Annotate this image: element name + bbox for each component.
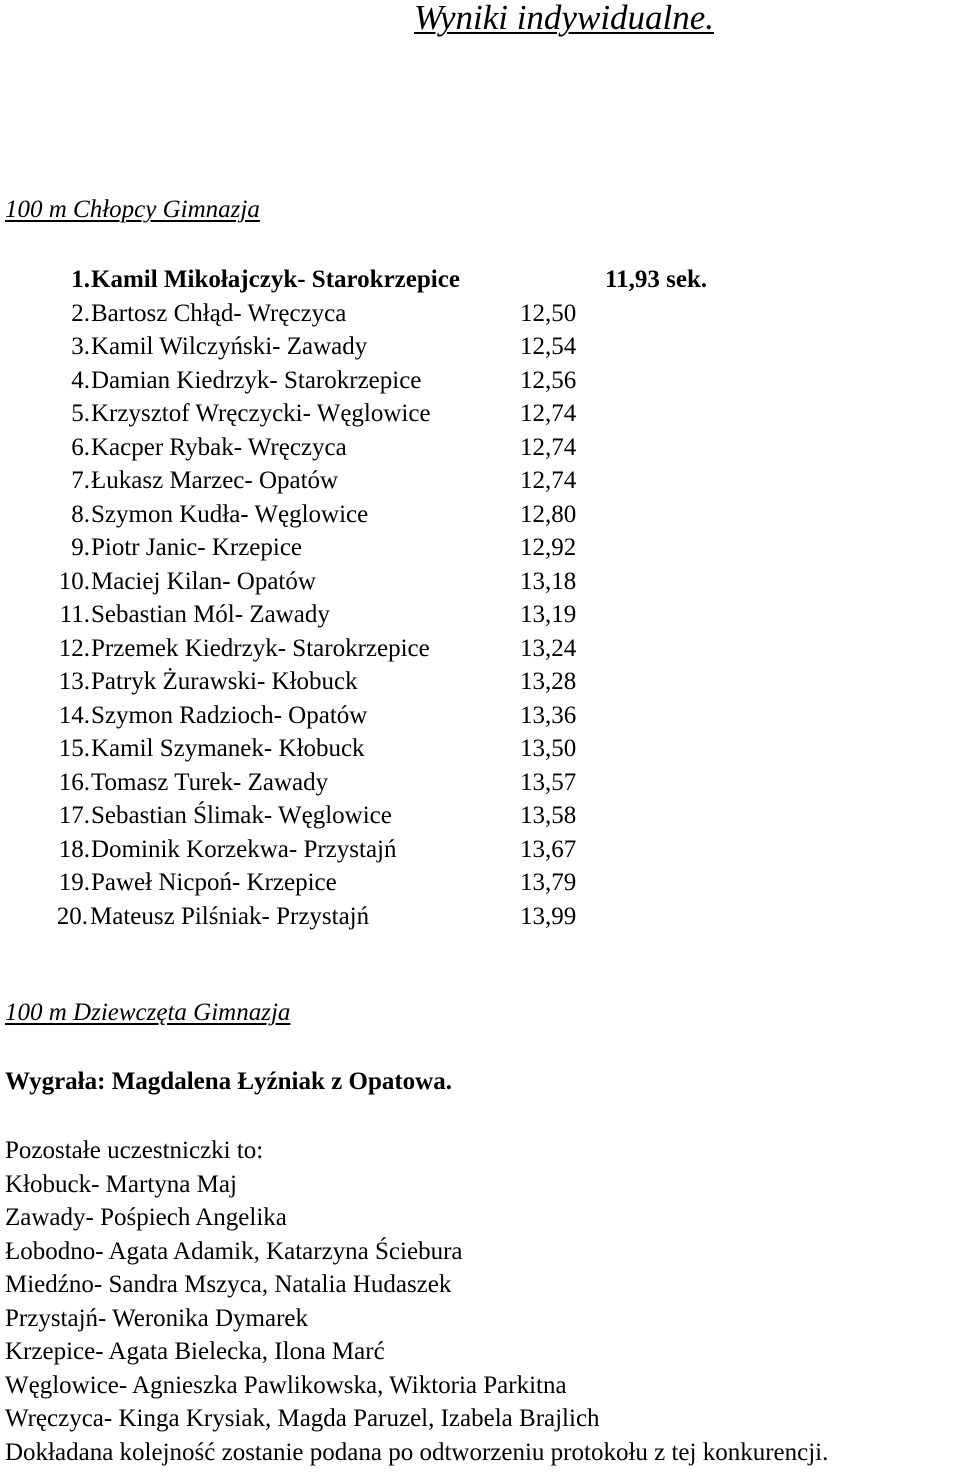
result-place: 15. xyxy=(58,735,90,762)
result-row xyxy=(0,833,800,867)
result-time: 13,58 xyxy=(520,802,577,829)
result-row xyxy=(0,330,800,364)
result-row xyxy=(0,263,800,297)
result-place: 19. xyxy=(58,869,90,896)
result-time: 13,28 xyxy=(520,668,577,695)
result-name: Szymon Kudła- Węglowice xyxy=(91,500,369,528)
result-name: Paweł Nicpoń- Krzepice xyxy=(91,869,337,896)
result-name: Kamil Mikołajczyk- Starokrzepice xyxy=(91,266,460,293)
result-time: 13,50 xyxy=(520,735,577,762)
result-row xyxy=(0,431,800,465)
participant-line: Krzepice- Agata Bielecka, Ilona Marć xyxy=(5,1338,385,1365)
result-time: 13,99 xyxy=(520,902,577,930)
result-name: Maciej Kilan- Opatów xyxy=(91,567,316,595)
result-row xyxy=(0,699,800,733)
result-row xyxy=(0,565,800,599)
boys-section-heading: 100 m Chłopcy Gimnazja xyxy=(5,196,260,223)
boys-results-list xyxy=(0,263,800,933)
result-time: 13,19 xyxy=(520,601,577,628)
result-row xyxy=(0,799,800,833)
result-row xyxy=(0,464,800,498)
page-title: Wyniki indywidualne. xyxy=(414,0,715,37)
result-place: 8. xyxy=(71,500,90,528)
result-place: 9. xyxy=(71,534,90,561)
result-time: 13,24 xyxy=(520,634,577,662)
result-place: 5. xyxy=(71,400,90,427)
result-name: Szymon Radzioch- Opatów xyxy=(91,701,368,729)
closing-note: Dokładana kolejność zostanie podana po odtworzeniu protokołu z tej konkurencji. xyxy=(5,1438,829,1466)
result-place: 12. xyxy=(58,634,90,662)
girls-participants-list xyxy=(5,1134,828,1469)
result-name: Damian Kiedrzyk- Starokrzepice xyxy=(91,366,422,394)
result-name: Dominik Korzekwa- Przystajń xyxy=(91,835,397,863)
result-name: Kamil Szymanek- Kłobuck xyxy=(91,735,365,762)
participant-line: Kłobuck- Martyna Maj xyxy=(5,1170,237,1198)
result-place: 16. xyxy=(58,768,90,796)
result-time: 12,74 xyxy=(520,400,577,427)
result-time: 12,54 xyxy=(520,333,577,360)
result-row xyxy=(0,531,800,565)
result-name: Piotr Janic- Krzepice xyxy=(91,534,303,561)
result-place: 1. xyxy=(71,266,90,293)
result-place: 14. xyxy=(58,701,90,729)
participant-line: Wręczyca- Kinga Krysiak, Magda Paruzel, Izabela Brajlich xyxy=(5,1405,600,1432)
result-row xyxy=(0,900,800,934)
result-name: Sebastian Ślimak- Węglowice xyxy=(91,802,392,829)
result-time: 12,92 xyxy=(520,534,577,561)
result-time: 13,67 xyxy=(520,835,577,863)
result-row xyxy=(0,364,800,398)
result-time: 12,56 xyxy=(520,366,577,394)
result-place: 2. xyxy=(71,299,90,327)
result-row xyxy=(0,632,800,666)
result-name: Sebastian Mól- Zawady xyxy=(91,601,330,628)
participant-line: Łobodno- Agata Adamik, Katarzyna Ściebura xyxy=(5,1237,463,1265)
participant-line: Przystajń- Weronika Dymarek xyxy=(5,1304,308,1332)
result-row xyxy=(0,297,800,331)
participant-line: Miedźno- Sandra Mszyca, Natalia Hudaszek xyxy=(5,1271,452,1298)
result-name: Bartosz Chłąd- Wręczyca xyxy=(91,299,347,327)
result-name: Kamil Wilczyński- Zawady xyxy=(91,333,368,360)
result-time: 13,18 xyxy=(520,567,577,595)
result-name: Tomasz Turek- Zawady xyxy=(91,768,329,796)
result-row xyxy=(0,732,800,766)
result-time: 12,50 xyxy=(520,299,577,327)
result-place: 6. xyxy=(71,433,90,461)
result-time: 13,57 xyxy=(520,768,577,796)
participant-line: Węglowice- Agnieszka Pawlikowska, Wiktoria Parkitna xyxy=(5,1371,567,1399)
result-row xyxy=(0,766,800,800)
result-place: 7. xyxy=(71,467,90,494)
result-time: 13,79 xyxy=(520,869,577,896)
result-row xyxy=(0,665,800,699)
participant-line: Zawady- Pośpiech Angelika xyxy=(5,1204,287,1231)
result-place: 18. xyxy=(58,835,90,863)
result-row xyxy=(0,866,800,900)
result-name: Przemek Kiedrzyk- Starokrzepice xyxy=(91,634,430,662)
result-time: 12,80 xyxy=(520,500,577,528)
result-name: Krzysztof Wręczycki- Węglowice xyxy=(91,400,431,427)
participants-intro: Pozostałe uczestniczki to: xyxy=(5,1137,264,1164)
girls-winner: Wygrała: Magdalena Łyźniak z Opatowa. xyxy=(5,1068,452,1095)
result-row xyxy=(0,397,800,431)
result-place: 4. xyxy=(71,366,90,394)
result-place: 13. xyxy=(58,668,90,695)
result-place: 11. xyxy=(59,601,90,628)
result-name: Kacper Rybak- Wręczyca xyxy=(91,433,347,461)
result-row xyxy=(0,598,800,632)
result-name: Łukasz Marzec- Opatów xyxy=(91,467,339,494)
result-row xyxy=(0,498,800,532)
result-place: 17. xyxy=(58,802,90,829)
result-time: 12,74 xyxy=(520,467,577,494)
result-place: 3. xyxy=(71,333,90,360)
result-place: 10. xyxy=(58,567,90,595)
result-name: Patryk Żurawski- Kłobuck xyxy=(91,668,358,695)
result-time: 13,36 xyxy=(520,701,577,729)
result-name: Mateusz Pilśniak- Przystajń xyxy=(90,902,370,930)
result-place: 20. xyxy=(56,902,88,930)
result-time: 11,93 sek. xyxy=(605,266,708,293)
girls-section-heading: 100 m Dziewczęta Gimnazja xyxy=(5,999,291,1026)
result-time: 12,74 xyxy=(520,433,577,461)
